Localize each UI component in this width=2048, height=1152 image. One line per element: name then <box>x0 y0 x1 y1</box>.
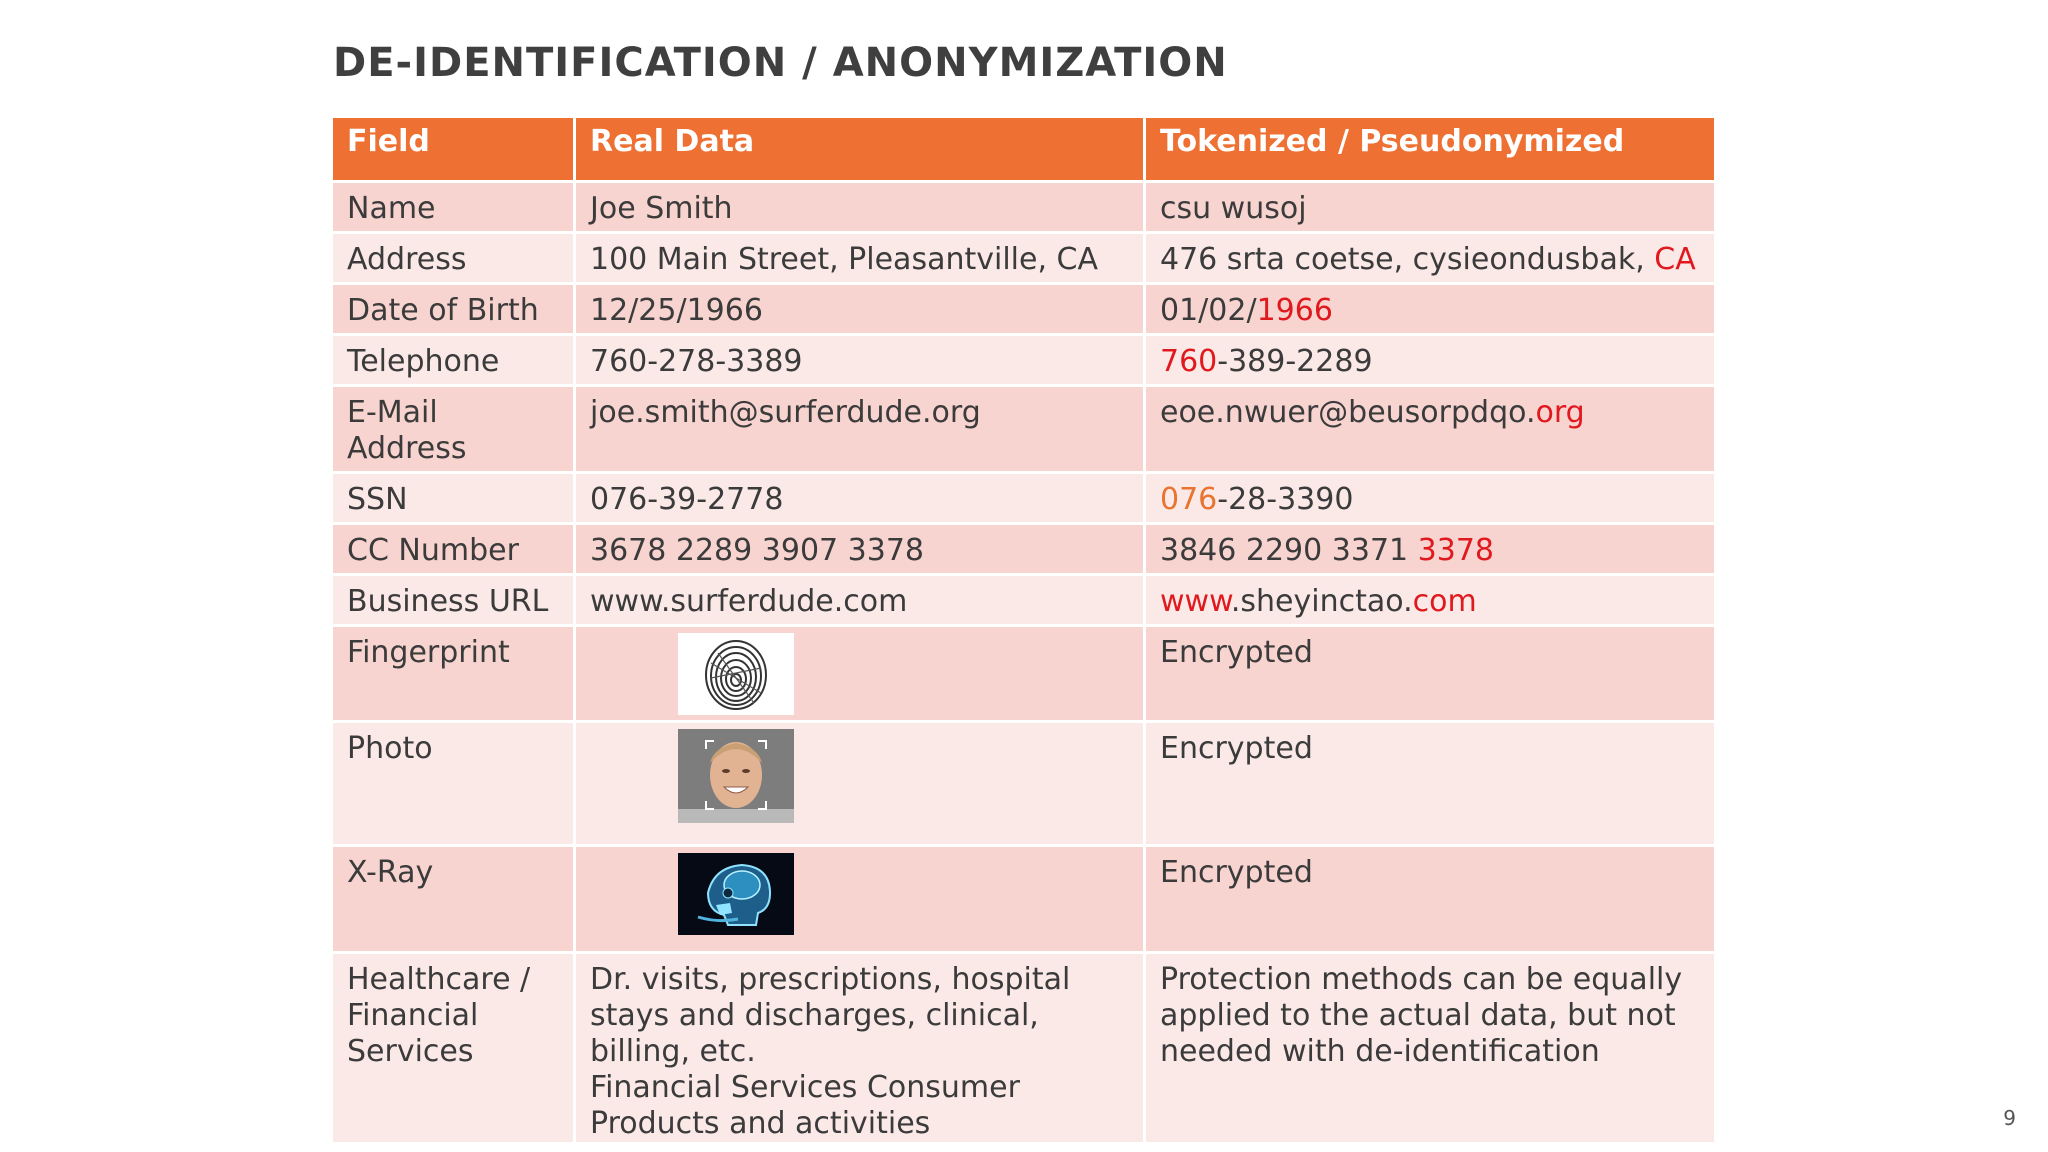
field-cell: Business URL <box>332 575 575 626</box>
fingerprint-image <box>678 633 794 715</box>
real-data-cell: Dr. visits, prescriptions, hospital stays and discharges, clinical, billing, etc. Financial Services Consumer Products and activities <box>575 953 1145 1144</box>
table-row-cc-number <box>332 524 1716 575</box>
highlighted-token-segment: 1966 <box>1256 293 1333 328</box>
table-row-name <box>332 182 1716 233</box>
table-row-email <box>332 386 1716 473</box>
table-row-healthcare-financial <box>332 953 1716 1144</box>
field-cell: Photo <box>332 722 575 846</box>
tokenized-cell: Encrypted <box>1145 722 1716 846</box>
field-cell: Address <box>332 233 575 284</box>
column-header-real-data: Real Data <box>575 117 1145 182</box>
real-data-cell: joe.smith@surferdude.org <box>575 386 1145 473</box>
highlighted-token-segment: 076 <box>1160 482 1218 517</box>
tokenized-cell <box>1145 524 1716 575</box>
table-header-row <box>332 117 1716 182</box>
table-row-ssn <box>332 473 1716 524</box>
table-row-address <box>332 233 1716 284</box>
field-cell: E-Mail Address <box>332 386 575 473</box>
xray-image <box>678 853 794 935</box>
table-row-xray <box>332 846 1716 953</box>
real-data-cell: 3678 2289 3907 3378 <box>575 524 1145 575</box>
slide-title: DE-IDENTIFICATION / ANONYMIZATION <box>333 40 1228 86</box>
deidentification-table <box>330 115 1717 1145</box>
tokenized-cell: Encrypted <box>1145 626 1716 722</box>
field-cell: Name <box>332 182 575 233</box>
token-segment: 3846 2290 3371 <box>1160 533 1418 568</box>
token-segment: 01/02/ <box>1160 293 1257 328</box>
tokenized-cell: Encrypted <box>1145 846 1716 953</box>
table-row-telephone <box>332 335 1716 386</box>
token-segment: csu wusoj <box>1160 191 1307 226</box>
real-data-cell: Joe Smith <box>575 182 1145 233</box>
tokenized-cell <box>1145 284 1716 335</box>
tokenized-cell <box>1145 473 1716 524</box>
column-header-field: Field <box>332 117 575 182</box>
tokenized-cell <box>1145 335 1716 386</box>
real-data-cell: 100 Main Street, Pleasantville, CA <box>575 233 1145 284</box>
field-cell: Fingerprint <box>332 626 575 722</box>
highlighted-token-segment: www <box>1160 584 1231 619</box>
table-row-business-url <box>332 575 1716 626</box>
highlighted-token-segment: CA <box>1654 242 1696 277</box>
column-header-tokenized: Tokenized / Pseudonymized <box>1145 117 1716 182</box>
real-data-cell <box>575 846 1145 953</box>
highlighted-token-segment: 760 <box>1160 344 1218 379</box>
field-cell: Telephone <box>332 335 575 386</box>
real-data-cell: 760-278-3389 <box>575 335 1145 386</box>
tokenized-cell <box>1145 233 1716 284</box>
field-cell: X-Ray <box>332 846 575 953</box>
table-row-date-of-birth <box>332 284 1716 335</box>
token-segment: eoe.nwuer@beusorpdqo. <box>1160 395 1536 430</box>
highlighted-token-segment: 3378 <box>1417 533 1495 568</box>
token-segment: -389-2289 <box>1217 344 1373 379</box>
tokenized-cell <box>1145 575 1716 626</box>
token-segment: -28-3390 <box>1217 482 1354 517</box>
highlighted-token-segment: com <box>1412 584 1477 619</box>
face-photo-image <box>678 729 794 823</box>
real-data-cell: 12/25/1966 <box>575 284 1145 335</box>
real-data-cell: 076-39-2778 <box>575 473 1145 524</box>
real-data-cell <box>575 626 1145 722</box>
field-cell: SSN <box>332 473 575 524</box>
token-segment: .sheyinctao. <box>1230 584 1413 619</box>
tokenized-cell: Protection methods can be equally applied to the actual data, but not needed with de-identification <box>1145 953 1716 1144</box>
tokenized-cell <box>1145 182 1716 233</box>
tokenized-cell <box>1145 386 1716 473</box>
field-cell: CC Number <box>332 524 575 575</box>
page-number: 9 <box>2003 1106 2016 1130</box>
table-row-fingerprint <box>332 626 1716 722</box>
field-cell: Healthcare / Financial Services <box>332 953 575 1144</box>
token-segment: 476 srta coetse, cysieondusbak, <box>1160 242 1655 277</box>
highlighted-token-segment: org <box>1535 395 1585 430</box>
real-data-cell: www.surferdude.com <box>575 575 1145 626</box>
field-cell: Date of Birth <box>332 284 575 335</box>
table-row-photo <box>332 722 1716 846</box>
real-data-cell <box>575 722 1145 846</box>
